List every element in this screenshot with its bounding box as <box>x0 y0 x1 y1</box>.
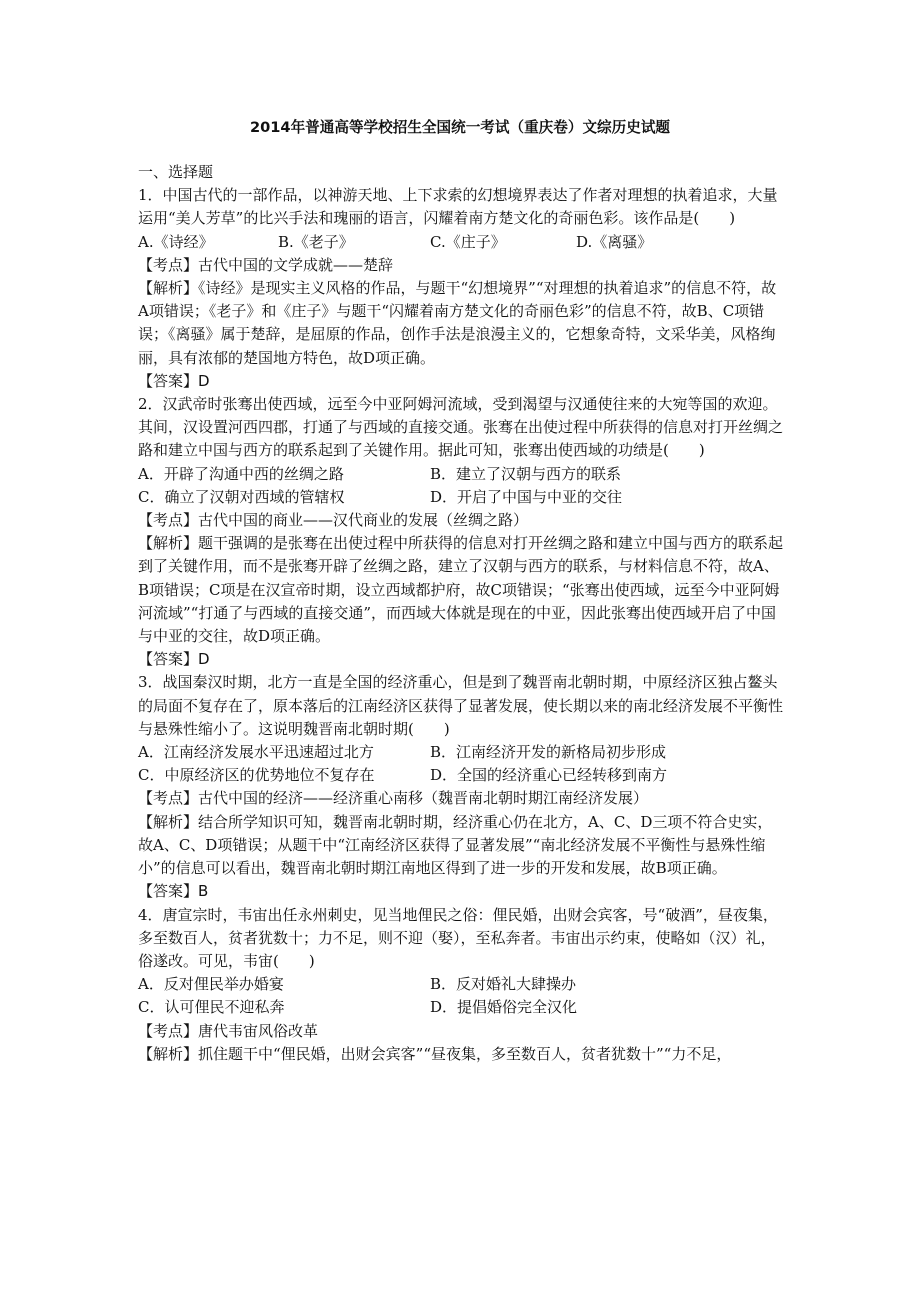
question-2-options-row-1 <box>138 463 784 486</box>
question-4-options-row-2 <box>138 996 784 1019</box>
question-1-stem: 1．中国古代的一部作品，以神游天地、上下求索的幻想境界表达了作者对理想的执着追求，大量运用“美人芳草”的比兴手法和瑰丽的语言，闪耀着南方楚文化的奇丽色彩。该作品是( ) <box>138 186 778 228</box>
question-4-jiexi: 【解析】抓住题干中“俚民婚，出财会宾客”“昼夜集，多至数百人，贫者犹数十”“力不足， <box>138 1044 732 1063</box>
question-2-stem: 2．汉武帝时张骞出使西域，远至今中亚阿姆河流域，受到渴望与汉通使往来的大宛等国的欢迎。其间，汉设置河西四郡，打通了与西域的直接交通。张骞在出使过程中所获得的信息对打开丝绸之路和建立中国与西方的联系起到了关键作用。据此可知，张骞出使西域的功绩是( ) <box>138 395 784 460</box>
question-1-jiexi: 【解析】《诗经》是现实主义风格的作品，与题干“幻想境界”“对理想的执着追求”的信息不符，故A项错误；《老子》和《庄子》与题干“闪耀着南方楚文化的奇丽色彩”的信息不符，故B、C项错误；《离骚》属于楚辞，是屈原的作品，创作手法是浪漫主义的，它想象奇特，文采华美，风格绚丽，具有浓郁的楚国地方特色，故D项正确。 <box>138 279 777 367</box>
question-2-answer: 【答案】D <box>138 650 210 669</box>
document-body <box>138 161 784 1066</box>
option-a: A．江南经济发展水平迅速超过北方 <box>138 743 374 762</box>
option-b: B．建立了汉朝与西方的联系 <box>430 464 622 483</box>
option-b: B．反对婚礼大肆操办 <box>430 975 577 994</box>
question-3-jiexi: 【解析】结合所学知识可知，魏晋南北朝时期，经济重心仍在北方，A、C、D三项不符合史实，故A、C、D项错误；从题干中“江南经济区获得了显著发展”“南北经济发展不平衡性与悬殊性缩小”的信息可以看出，魏晋南北朝时期江南地区得到了进一步的开发和发展，故B项正确。 <box>138 812 773 878</box>
option-d: D.《离骚》 <box>576 232 653 251</box>
question-2-jiexi: 【解析】题干强调的是张骞在出使过程中所获得的信息对打开丝绸之路和建立中国与西方的联系起到了关键作用，而不是张骞开辟了丝绸之路，建立了汉朝与西方的联系，与材料信息不符，故A、B项错误；C项是在汉宣帝时期，设立西域都护府，故C项错误；“张骞出使西域，远至今中亚阿姆河流域”“打通了与西域的直接交通”，而西域大体就是现在的中亚，因此张骞出使西域开启了中国与中亚的交往，故D项正确。 <box>138 534 784 646</box>
question-1-kaodian: 【考点】古代中国的文学成就——楚辞 <box>138 255 394 274</box>
question-3-kaodian: 【考点】古代中国的经济——经济重心南移（魏晋南北朝时期江南经济发展） <box>138 789 649 808</box>
option-c: C.《庄子》 <box>430 232 506 251</box>
option-b: B．江南经济开发的新格局初步形成 <box>430 743 667 762</box>
question-2-options-row-2 <box>138 486 784 509</box>
question-4-stem: 4．唐宣宗时，韦宙出任永州刺史，见当地俚民之俗：俚民婚，出财会宾客，号“破酒”，昼夜集，多至数百人，贫者犹数十；力不足，则不迎（娶），至私奔者。韦宙出示约束，使略如（汉）礼，俗遂改。可见，韦宙( ) <box>138 905 778 970</box>
option-a: A.《诗经》 <box>138 232 214 251</box>
question-3-answer: 【答案】B <box>138 882 209 901</box>
question-2-kaodian: 【考点】古代中国的商业——汉代商业的发展（丝绸之路） <box>138 511 529 530</box>
question-1-options <box>138 231 784 254</box>
option-d: D．全国的经济重心已经转移到南方 <box>430 766 668 785</box>
option-c: C．确立了汉朝对西域的管辖权 <box>138 487 345 506</box>
option-d: D．提倡婚俗完全汉化 <box>430 998 578 1017</box>
option-a: A．反对俚民举办婚宴 <box>138 975 284 994</box>
question-4-kaodian: 【考点】唐代韦宙风俗改革 <box>138 1021 319 1040</box>
question-3-options-row-1 <box>138 741 784 764</box>
option-b: B.《老子》 <box>278 232 354 251</box>
question-4-options-row-1 <box>138 973 784 996</box>
question-1-answer: 【答案】D <box>138 371 210 390</box>
question-3-stem: 3．战国秦汉时期，北方一直是全国的经济重心，但是到了魏晋南北朝时期，中原经济区独占鳌头的局面不复存在了，原本落后的江南经济区获得了显著发展，使长期以来的南北经济发展不平衡性与悬殊性缩小了。这说明魏晋南北朝时期( ) <box>138 673 784 738</box>
section-heading: 一、选择题 <box>138 163 214 181</box>
question-3-options-row-2 <box>138 764 784 787</box>
page-title: 2014年普通高等学校招生全国统一考试（重庆卷）文综历史试题 <box>249 119 671 136</box>
option-c: C．认可俚民不迎私奔 <box>138 998 285 1017</box>
option-a: A．开辟了沟通中西的丝绸之路 <box>138 464 344 483</box>
option-d: D．开启了中国与中亚的交往 <box>430 487 623 506</box>
option-c: C．中原经济区的优势地位不复存在 <box>138 766 375 785</box>
